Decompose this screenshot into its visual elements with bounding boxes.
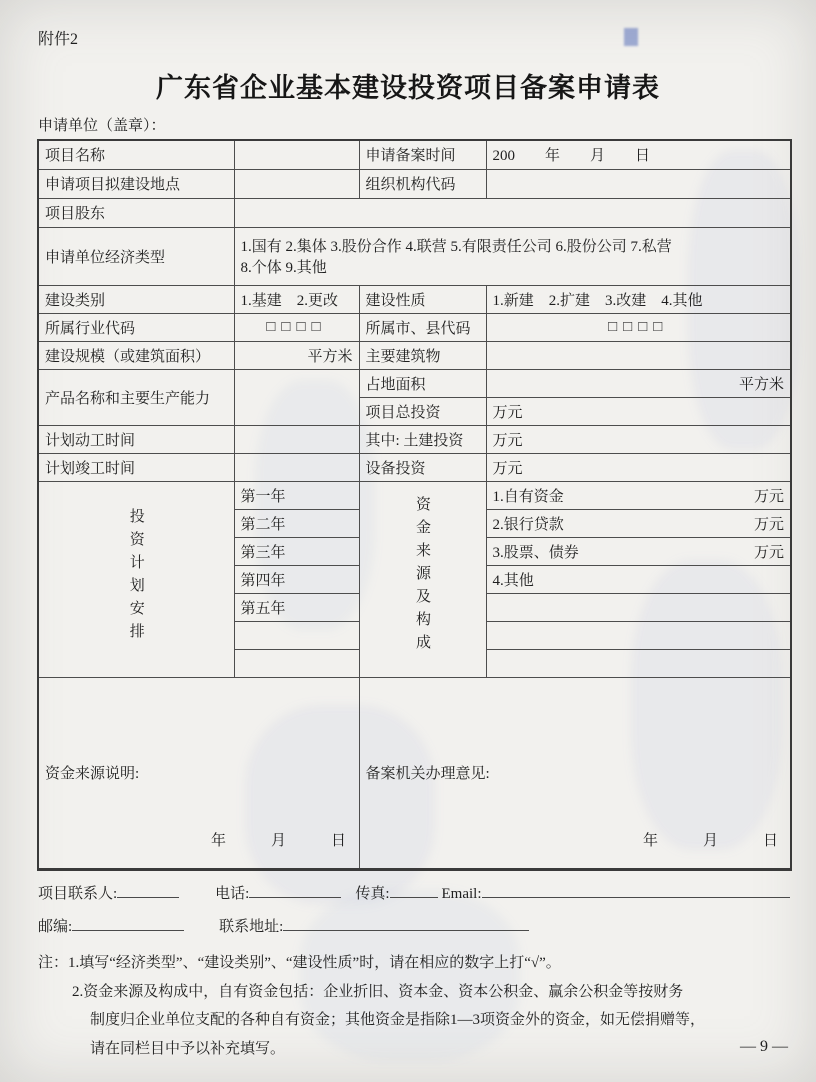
land-area-unit-cell[interactable]: 平方米 [486,369,791,397]
form-notes [38,949,798,1063]
funding-source-vertical-text: 资金来源及构成 [414,496,430,657]
fax-blank[interactable] [390,883,438,898]
row-land-area [38,369,791,397]
funding-note-label: 资金来源说明: [45,766,140,782]
total-investment-unit-cell[interactable]: 万元 [486,397,791,425]
total-investment-label: 项目总投资 [359,397,486,425]
row-construction-category [38,285,791,313]
civil-investment-unit-cell[interactable]: 万元 [486,425,791,453]
scale-unit-cell[interactable]: 平方米 [234,341,359,369]
year-5-cell[interactable]: 第五年 [234,593,359,621]
filing-opinion-cell[interactable] [359,677,791,869]
shareholders-label: 项目股东 [38,198,234,227]
filing-time-value[interactable]: 200 年 月 日 [486,140,791,169]
note-line-1: 注：1.填写“经济类型”、“建设类别”、“建设性质”时，请在相应的数字上打“√”。 [38,955,561,971]
row-signatures [38,677,791,869]
page-number: — 9 — [740,1038,788,1055]
construction-category-label: 建设类别 [38,285,234,313]
funding-item-7-cell[interactable] [486,649,791,677]
project-name-label: 项目名称 [38,140,234,169]
civil-investment-label: 其中: 土建投资 [359,425,486,453]
phone-blank[interactable] [249,883,341,898]
funding-note-date-line[interactable]: 年 月 日 [211,832,347,849]
org-code-label: 组织机构代码 [359,169,486,198]
economy-type-options-line1: 1.国有 2.集体 3.股份合作 4.联营 5.有限责任公司 6.股份公司 7.私营 [240,239,672,255]
location-input-cell[interactable] [234,169,359,198]
completion-time-label: 计划竣工时间 [38,453,234,481]
product-capacity-input-cell[interactable] [234,369,359,425]
funding-item-5-cell[interactable] [486,593,791,621]
phone-label: 电话: [215,886,250,902]
row-scale [38,341,791,369]
email-label: Email: [441,886,482,902]
row-location [38,169,791,198]
fax-label: 传真: [355,886,390,902]
funding-item-3-label: 3.股票、债券 [492,544,579,561]
row-completion-time [38,453,791,481]
page-title: 广东省企业基本建设投资项目备案申请表 [156,73,660,103]
economy-type-options-line2: 8.个体 9.其他 [240,260,327,276]
economy-type-label: 申请单位经济类型 [38,227,234,285]
contact-info-row [38,882,790,903]
industry-code-checkboxes[interactable]: □□□□ [234,313,359,341]
equipment-investment-label: 设备投资 [359,453,486,481]
construction-nature-label: 建设性质 [359,285,486,313]
row-economy-type [38,227,791,285]
city-county-code-label: 所属市、县代码 [359,313,486,341]
funding-item-6-cell[interactable] [486,621,791,649]
row-codes [38,313,791,341]
year-4-cell[interactable]: 第四年 [234,565,359,593]
location-label: 申请项目拟建设地点 [38,169,234,198]
funding-note-cell[interactable] [38,677,359,869]
scan-ink-mark [624,28,638,46]
funding-item-4-cell[interactable] [486,565,791,593]
note-line-3: 制度归企业单位支配的各种自有资金；其他资金是指除1—3项资金外的资金，如无偿捐赠等， [90,1012,706,1028]
application-form-table [37,139,792,871]
project-name-input-cell[interactable] [234,140,359,169]
funding-item-1-cell[interactable] [486,481,791,509]
postcode-label: 邮编: [38,919,73,935]
contact-person-label: 项目联系人: [38,886,118,902]
address-info-row [38,915,790,936]
shareholders-input-cell[interactable] [234,198,791,227]
filing-opinion-label: 备案机关办理意见: [365,766,490,782]
land-area-label: 占地面积 [359,369,486,397]
product-capacity-label: 产品名称和主要生产能力 [38,369,234,425]
start-time-label: 计划动工时间 [38,425,234,453]
filing-time-label: 申请备案时间 [359,140,486,169]
funding-item-3-unit: 万元 [753,544,784,561]
equipment-investment-unit-cell[interactable]: 万元 [486,453,791,481]
scale-label: 建设规模（或建筑面积） [38,341,234,369]
year-6-cell[interactable] [234,621,359,649]
investment-plan-vertical-text: 投资计划安排 [127,507,144,646]
row-project-name [38,140,791,169]
address-label: 联系地址: [219,919,284,935]
funding-source-label [359,481,486,677]
funding-item-3-cell[interactable] [486,537,791,565]
contact-person-blank[interactable] [117,883,179,898]
address-blank[interactable] [283,916,529,931]
email-blank[interactable] [482,883,790,898]
investment-plan-label [38,481,234,677]
start-time-input-cell[interactable] [234,425,359,453]
year-7-cell[interactable] [234,649,359,677]
construction-category-options[interactable]: 1.基建 2.更改 [234,285,359,313]
funding-item-1-label: 1.自有资金 [492,488,564,505]
filing-opinion-date-line[interactable]: 年 月 日 [642,832,778,849]
funding-item-2-unit: 万元 [753,516,784,533]
city-county-code-checkboxes[interactable]: □□□□ [486,313,791,341]
org-code-input-cell[interactable] [486,169,791,198]
funding-item-4-label: 4.其他 [492,572,534,589]
funding-item-1-unit: 万元 [753,488,784,505]
industry-code-label: 所属行业代码 [38,313,234,341]
funding-item-2-label: 2.银行贷款 [492,516,564,533]
year-3-cell[interactable]: 第三年 [234,537,359,565]
applicant-unit-seal-label: 申请单位（盖章）： [38,118,166,134]
row-start-time [38,425,791,453]
year-1-cell[interactable]: 第一年 [234,481,359,509]
postcode-blank[interactable] [72,916,184,931]
completion-time-input-cell[interactable] [234,453,359,481]
economy-type-options-cell[interactable] [234,227,791,285]
row-shareholders [38,198,791,227]
main-buildings-input-cell[interactable] [486,341,791,369]
main-buildings-label: 主要建筑物 [359,341,486,369]
attachment-label: 附件2 [38,31,79,48]
note-line-4: 请在同栏目中予以补充填写。 [90,1040,286,1057]
year-2-cell[interactable]: 第二年 [234,509,359,537]
row-year-1 [38,481,791,509]
note-line-2: 2.资金来源及构成中，自有资金包括：企业折旧、资本金、资本公积金、赢余公积金等按财务 [72,983,684,1000]
funding-item-2-cell[interactable] [486,509,791,537]
construction-nature-options[interactable]: 1.新建 2.扩建 3.改建 4.其他 [486,285,791,313]
